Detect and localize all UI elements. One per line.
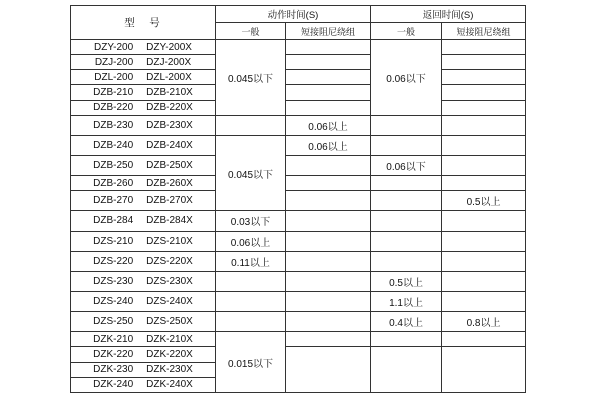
return-general-cell [371,191,442,211]
table-row [71,332,526,347]
return-damping-cell [442,231,526,251]
action-damping-cell [286,211,371,231]
action-damping-cell [286,251,371,271]
model-name-x: DZB-240X [146,139,193,151]
return-damping-cell [442,332,526,347]
model-name: DZS-220 [93,255,134,267]
action-general-cell: 0.045以下 [216,40,286,116]
model-name: DZB-250 [93,160,134,172]
model-name: DZK-230 [93,364,134,376]
return-general-cell: 0.5以上 [371,271,442,291]
model-cell [71,312,216,332]
table-row [71,155,526,175]
table-row [71,100,526,115]
action-general-cell: 0.015以下 [216,332,286,393]
return-general-cell: 1.1以上 [371,292,442,312]
action-damping-cell [286,332,371,347]
model-cell [71,211,216,231]
action-damping-cell [286,100,371,115]
model-name-x: DZS-210X [146,235,193,247]
return-general-cell [371,211,442,231]
model-cell [71,176,216,191]
model-cell [71,100,216,115]
header-action-damping: 短接阻尼绕组 [286,23,371,40]
header-return-damping: 短接阻尼绕组 [442,23,526,40]
return-damping-cell [442,155,526,175]
table-row [71,85,526,100]
action-general-cell: 0.06以上 [216,231,286,251]
action-damping-cell [286,55,371,70]
table-row [71,135,526,155]
model-name-x: DZS-230X [146,275,193,287]
model-name: DZK-220 [93,349,134,360]
model-name: DZS-210 [93,235,134,247]
table-row [71,292,526,312]
action-general-cell: 0.11以上 [216,251,286,271]
table-row [71,347,526,362]
return-damping-cell: 0.8以上 [442,312,526,332]
model-cell [71,332,216,347]
model-cell [71,347,216,362]
action-damping-cell [286,271,371,291]
action-damping-cell [286,70,371,85]
action-damping-cell: 0.06以上 [286,135,371,155]
model-name-x: DZB-220X [146,102,193,114]
return-damping-cell [442,176,526,191]
action-damping-cell [286,347,371,393]
model-cell [71,231,216,251]
action-damping-cell [286,176,371,191]
return-general-cell [371,251,442,271]
return-general-cell: 0.06以下 [371,40,442,116]
model-name: DZY-200 [94,41,134,53]
model-cell [71,292,216,312]
return-damping-cell [442,347,526,393]
model-name: DZB-220 [93,102,134,114]
action-damping-cell [286,85,371,100]
action-damping-cell [286,312,371,332]
model-name-x: DZB-210X [146,86,193,98]
action-damping-cell: 0.06以上 [286,115,371,135]
model-name: DZB-240 [93,139,134,151]
header-action-general: 一般 [216,23,286,40]
table-row [71,40,526,55]
header-return-time: 返回时间(S) [371,6,526,23]
return-damping-cell [442,115,526,135]
action-general-cell: 0.045以下 [216,135,286,211]
table-row [71,115,526,135]
model-cell [71,191,216,211]
model-cell [71,377,216,392]
table-row [71,271,526,291]
model-name: DZS-250 [93,316,134,328]
model-name-x: DZS-240X [146,296,193,308]
return-damping-cell [442,271,526,291]
header-row-groups [71,6,526,23]
action-general-cell [216,271,286,291]
model-cell [71,251,216,271]
model-name-x: DZS-220X [146,255,193,267]
model-name: DZB-260 [93,177,134,189]
return-general-cell [371,231,442,251]
action-damping-cell [286,191,371,211]
model-name-x: DZK-210X [146,333,193,345]
model-name-x: DZY-200X [146,41,192,53]
model-cell [71,135,216,155]
table-row [71,312,526,332]
model-name: DZL-200 [94,71,134,83]
model-cell [71,271,216,291]
table-row [71,211,526,231]
model-cell [71,85,216,100]
table-row [71,176,526,191]
model-cell [71,362,216,377]
action-damping-cell [286,292,371,312]
return-damping-cell [442,135,526,155]
model-name-x: DZB-284X [146,215,193,227]
return-damping-cell [442,292,526,312]
model-cell [71,70,216,85]
model-name-x: DZB-250X [146,160,193,172]
table-row [71,55,526,70]
return-damping-cell [442,211,526,231]
return-damping-cell [442,55,526,70]
model-name: DZK-240 [93,379,134,391]
model-name: DZJ-200 [94,56,134,68]
model-name-x: DZS-250X [146,316,193,328]
action-general-cell [216,115,286,135]
model-cell [71,40,216,55]
model-name-x: DZJ-200X [146,56,192,68]
model-cell [71,155,216,175]
return-damping-cell [442,251,526,271]
action-damping-cell [286,231,371,251]
model-name: DZB-210 [93,86,134,98]
model-name: DZK-210 [93,333,134,345]
return-general-cell [371,135,442,155]
table-row [71,70,526,85]
model-name-x: DZK-230X [146,364,193,376]
action-damping-cell [286,155,371,175]
model-name-x: DZK-240X [146,379,193,391]
return-damping-cell [442,100,526,115]
model-cell [71,55,216,70]
model-name-x: DZB-260X [146,177,193,189]
model-name: DZS-230 [93,275,134,287]
header-action-time: 动作时间(S) [216,6,371,23]
model-name: DZB-230 [93,119,134,131]
model-cell [71,115,216,135]
model-name-x: DZL-200X [146,71,192,83]
return-general-cell [371,115,442,135]
model-name: DZS-240 [93,296,134,308]
table-row [71,191,526,211]
table-row [71,251,526,271]
return-general-cell: 0.4以上 [371,312,442,332]
return-damping-cell [442,85,526,100]
action-damping-cell [286,40,371,55]
return-general-cell: 0.06以下 [371,155,442,175]
return-damping-cell [442,70,526,85]
relay-spec-table [70,5,526,393]
header-return-general: 一般 [371,23,442,40]
table-row [71,231,526,251]
return-general-cell [371,332,442,347]
return-general-cell [371,176,442,191]
model-name-x: DZB-230X [146,119,193,131]
action-general-cell: 0.03以下 [216,211,286,231]
action-general-cell [216,292,286,312]
model-name: DZB-270 [93,195,134,207]
action-general-cell [216,312,286,332]
model-name: DZB-284 [93,215,134,227]
model-name-x: DZK-220X [146,349,193,360]
header-model: 型 号 [71,6,216,40]
return-damping-cell [442,40,526,55]
return-damping-cell: 0.5以上 [442,191,526,211]
return-general-cell [371,347,442,393]
model-name-x: DZB-270X [146,195,193,207]
